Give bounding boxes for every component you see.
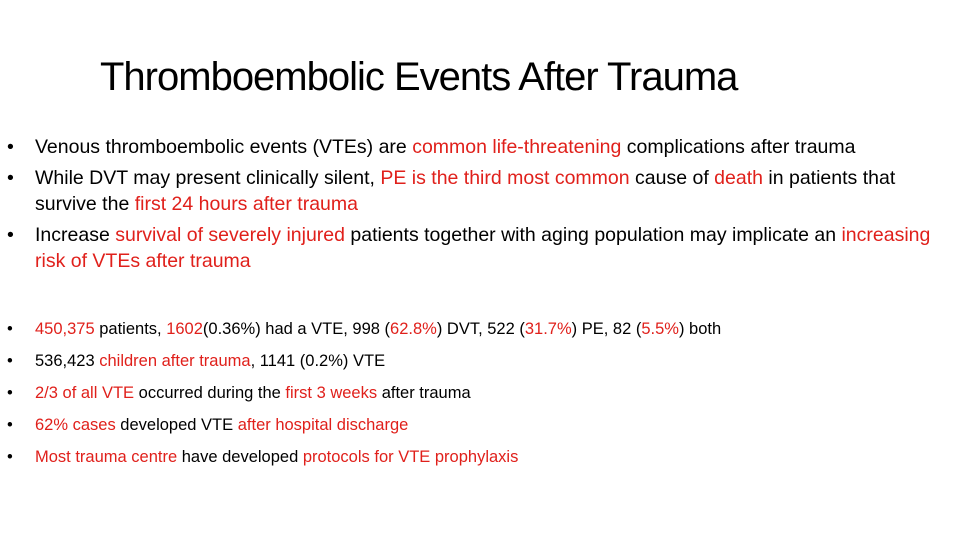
bullet-stat-4 xyxy=(0,409,960,441)
highlighted-text: protocols for VTE prophylaxis xyxy=(302,448,519,466)
bullet-main-2 xyxy=(0,165,960,217)
highlighted-text: after hospital discharge xyxy=(237,416,409,434)
bullet-dot-icon: • xyxy=(7,448,13,466)
highlighted-text: PE is the third most common xyxy=(380,167,630,189)
bullet-dot-icon: • xyxy=(7,320,13,338)
bullet-text xyxy=(35,352,385,370)
highlighted-text: 62% cases xyxy=(35,416,116,434)
bullet-dot-icon: • xyxy=(7,224,14,246)
slide-title: Thromboembolic Events After Trauma xyxy=(100,55,738,99)
bullet-text xyxy=(35,448,518,466)
bullet-dot-icon: • xyxy=(7,136,14,158)
highlighted-text: survival of severely injured xyxy=(115,224,345,246)
highlighted-text: children after trauma xyxy=(99,352,251,370)
plain-text: complications after trauma xyxy=(621,136,856,158)
bullet-main-1 xyxy=(0,134,960,160)
bullet-main-3 xyxy=(0,222,960,274)
highlighted-text: increasing risk of VTEs after trauma xyxy=(35,224,931,272)
bullet-text xyxy=(35,416,408,434)
plain-text: patients together with aging population may implicate an xyxy=(344,224,842,246)
plain-text: after trauma xyxy=(377,384,471,402)
bullet-text xyxy=(35,320,721,338)
bullet-text xyxy=(35,136,855,158)
highlighted-text: Most trauma centre xyxy=(35,448,178,466)
highlighted-text: 31.7% xyxy=(524,320,572,338)
highlighted-text: 5.5% xyxy=(641,320,679,338)
plain-text: While DVT may present clinically silent, xyxy=(35,167,381,189)
bullet-text xyxy=(35,167,895,215)
highlighted-text: 1602 xyxy=(166,320,203,338)
bullet-stat-2 xyxy=(0,345,960,377)
plain-text: Venous thromboembolic events (VTEs) are xyxy=(35,136,413,158)
highlighted-text: first 24 hours after trauma xyxy=(134,193,358,215)
plain-text: , 1141 (0.2%) VTE xyxy=(250,352,386,370)
plain-text: have developed xyxy=(177,448,303,466)
plain-text: ) PE, 82 ( xyxy=(571,320,642,338)
plain-text: 536,423 xyxy=(35,352,100,370)
plain-text: ) DVT, 522 ( xyxy=(436,320,525,338)
bullet-stat-1 xyxy=(0,313,960,345)
bullet-dot-icon: • xyxy=(7,384,13,402)
highlighted-text: 450,375 xyxy=(35,320,95,338)
plain-text: occurred during the xyxy=(134,384,286,402)
plain-text: (0.36%) had a VTE, 998 ( xyxy=(202,320,391,338)
bullet-text xyxy=(35,224,930,272)
plain-text: cause of xyxy=(629,167,715,189)
plain-text: ) both xyxy=(678,320,722,338)
bullet-dot-icon: • xyxy=(7,352,13,370)
bullet-stat-3 xyxy=(0,377,960,409)
bullet-dot-icon: • xyxy=(7,167,14,189)
highlighted-text: common life-threatening xyxy=(412,136,622,158)
highlighted-text: death xyxy=(714,167,763,189)
bullet-stat-5 xyxy=(0,441,960,473)
highlighted-text: first 3 weeks xyxy=(285,384,378,402)
highlighted-text: 2/3 of all VTE xyxy=(35,384,135,402)
plain-text: developed VTE xyxy=(115,416,238,434)
bullet-text xyxy=(35,384,471,402)
plain-text: in patients that survive the xyxy=(35,167,896,215)
highlighted-text: 62.8% xyxy=(390,320,437,338)
plain-text: patients, xyxy=(94,320,167,338)
bullet-dot-icon: • xyxy=(7,416,13,434)
bullet-list-main xyxy=(0,134,960,279)
plain-text: Increase xyxy=(35,224,116,246)
bullet-list-stats xyxy=(0,313,960,473)
